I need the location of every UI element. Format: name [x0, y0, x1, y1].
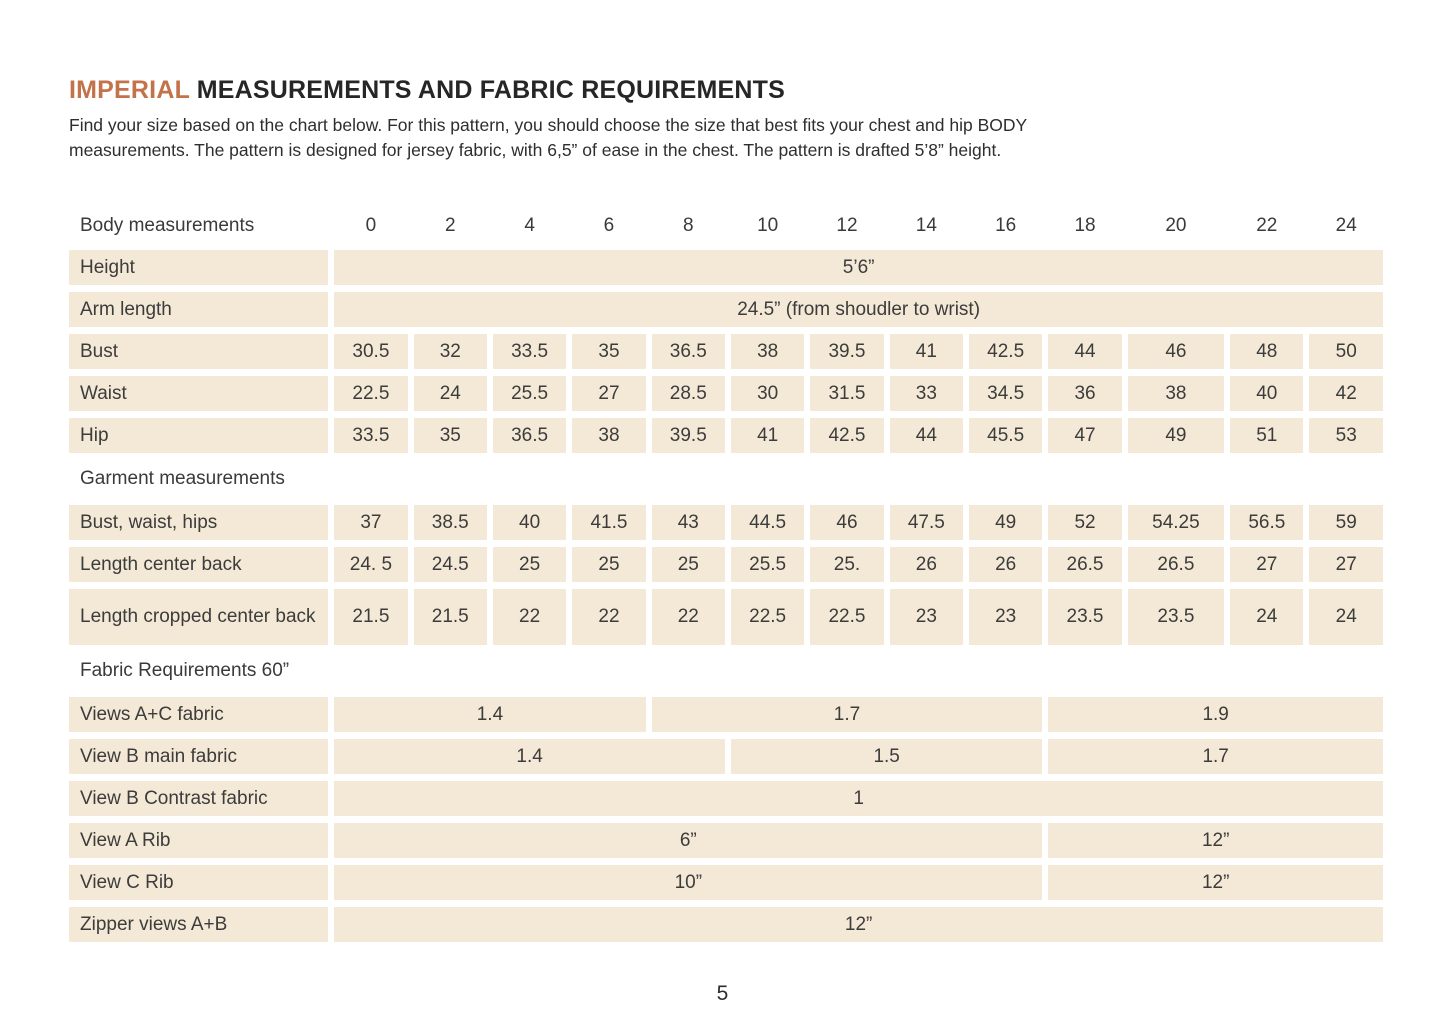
table-cell: 23 [969, 589, 1042, 645]
row-label: Height [69, 250, 328, 285]
table-cell: 39.5 [652, 418, 725, 453]
table-cell: 40 [493, 505, 566, 540]
table-cell: 1.7 [652, 697, 1043, 732]
table-cell: 36.5 [652, 334, 725, 369]
measurements-table [63, 201, 1389, 949]
table-cell: 26.5 [1128, 547, 1224, 582]
table-cell: 37 [334, 505, 407, 540]
row-label: View A Rib [69, 823, 328, 858]
table-cell: 27 [572, 376, 645, 411]
table-cell: 26.5 [1048, 547, 1121, 582]
size-column-header: 24 [1335, 214, 1357, 236]
table-cell: 30.5 [334, 334, 407, 369]
table-cell: 50 [1309, 334, 1383, 369]
row-label: Bust [69, 334, 328, 369]
table-cell: 26 [890, 547, 963, 582]
size-column-header: 8 [683, 214, 694, 236]
title-highlight: IMPERIAL [69, 76, 190, 104]
table-cell: 24 [1230, 589, 1303, 645]
table-cell: 23 [890, 589, 963, 645]
table-cell: 22.5 [334, 376, 407, 411]
table-cell: 51 [1230, 418, 1303, 453]
size-column-header: 0 [365, 214, 377, 236]
size-column-header: 22 [1256, 214, 1278, 236]
table-cell: 41.5 [572, 505, 645, 540]
table-cell: 33.5 [334, 418, 407, 453]
table-cell: 36.5 [493, 418, 566, 453]
table-cell: 23.5 [1048, 589, 1121, 645]
table-cell: 33 [890, 376, 963, 411]
table-cell: 40 [1230, 376, 1303, 411]
table-cell: 24. 5 [334, 547, 407, 582]
size-column-header: 6 [603, 214, 615, 236]
row-label: Length cropped center back [69, 589, 328, 645]
row-label: Zipper views A+B [69, 907, 328, 942]
intro-line-1: Find your size based on the chart below. For this pattern, you should choose the size that best fits your chest and hip BODY [69, 115, 1028, 135]
table-cell: 30 [731, 376, 804, 411]
table-cell: 34.5 [969, 376, 1042, 411]
table-cell: 25.5 [731, 547, 804, 582]
table-cell: 39.5 [810, 334, 883, 369]
table-cell: 12” [1048, 823, 1383, 858]
table-cell: 1.4 [334, 739, 725, 774]
table-cell: 44.5 [731, 505, 804, 540]
size-column-header: 12 [836, 214, 858, 236]
table-cell: 25.5 [493, 376, 566, 411]
table-cell: 42.5 [969, 334, 1042, 369]
size-column-header: 2 [444, 214, 456, 236]
page-number: 5 [716, 982, 729, 1005]
table-cell: 27 [1309, 547, 1383, 582]
table-cell: 1.9 [1048, 697, 1383, 732]
table-cell: 33.5 [493, 334, 566, 369]
table-cell: 38 [572, 418, 645, 453]
size-column-header: 14 [915, 214, 937, 236]
table-cell: 54.25 [1128, 505, 1224, 540]
table-cell: 49 [969, 505, 1042, 540]
table-cell: 23.5 [1128, 589, 1224, 645]
title-rest: MEASUREMENTS AND FABRIC REQUIREMENTS [196, 76, 786, 104]
table-cell: 36 [1048, 376, 1121, 411]
table-cell: 24.5 [414, 547, 487, 582]
intro-line-2: measurements. The pattern is designed for jersey fabric, with 6,5” of ease in the chest. The pattern is drafted 5’8” height. [69, 140, 1002, 160]
table-cell: 46 [810, 505, 883, 540]
table-cell: 47 [1048, 418, 1121, 453]
table-cell: 1.4 [334, 697, 645, 732]
table-cell: 45.5 [969, 418, 1042, 453]
page-title [69, 76, 1395, 105]
table-cell: 25. [810, 547, 883, 582]
table-cell: 44 [890, 418, 963, 453]
table-cell: 47.5 [890, 505, 963, 540]
table-cell: 22 [572, 589, 645, 645]
table-cell: 35 [414, 418, 487, 453]
table-cell: 5’6” [334, 250, 1383, 285]
section-label: Fabric Requirements 60” [80, 660, 290, 681]
table-cell: 27 [1230, 547, 1303, 582]
table-cell: 46 [1128, 334, 1224, 369]
table-cell: 59 [1309, 505, 1383, 540]
table-cell: 42.5 [810, 418, 883, 453]
table-cell: 32 [414, 334, 487, 369]
row-label: View B main fabric [69, 739, 328, 774]
table-cell: 48 [1230, 334, 1303, 369]
row-label: Arm length [69, 292, 328, 327]
table-cell: 25 [493, 547, 566, 582]
table-cell: 22 [493, 589, 566, 645]
column-group-label: Body measurements [80, 214, 255, 236]
table-cell: 22.5 [810, 589, 883, 645]
row-label: Hip [69, 418, 328, 453]
table-cell: 12” [334, 907, 1383, 942]
row-label: Bust, waist, hips [69, 505, 328, 540]
row-label: Waist [69, 376, 328, 411]
table-cell: 38 [731, 334, 804, 369]
size-column-header: 20 [1165, 214, 1187, 236]
table-cell: 44 [1048, 334, 1121, 369]
table-cell: 43 [652, 505, 725, 540]
table-cell: 38.5 [414, 505, 487, 540]
table-cell: 10” [334, 865, 1042, 900]
row-label: View C Rib [69, 865, 328, 900]
table-cell: 21.5 [334, 589, 407, 645]
intro-text [69, 113, 1395, 163]
table-cell: 56.5 [1230, 505, 1303, 540]
size-column-header: 4 [524, 214, 535, 236]
table-cell: 24 [414, 376, 487, 411]
table-cell: 35 [572, 334, 645, 369]
table-cell: 28.5 [652, 376, 725, 411]
row-label: View B Contrast fabric [69, 781, 328, 816]
table-cell: 49 [1128, 418, 1224, 453]
table-cell: 41 [731, 418, 804, 453]
table-cell: 38 [1128, 376, 1224, 411]
table-cell: 25 [652, 547, 725, 582]
row-label: Views A+C fabric [69, 697, 328, 732]
table-cell: 42 [1309, 376, 1383, 411]
table-cell: 53 [1309, 418, 1383, 453]
size-column-header: 10 [757, 214, 779, 236]
table-cell: 26 [969, 547, 1042, 582]
table-cell: 31.5 [810, 376, 883, 411]
table-cell: 24.5” (from shoudler to wrist) [334, 292, 1383, 327]
table-cell: 41 [890, 334, 963, 369]
row-label: Length center back [69, 547, 328, 582]
page-content [69, 76, 1395, 949]
section-label: Garment measurements [80, 468, 285, 489]
measurements-table-body [69, 208, 1383, 942]
table-cell: 12” [1048, 865, 1383, 900]
table-cell: 22 [652, 589, 725, 645]
table-cell: 6” [334, 823, 1042, 858]
table-cell: 25 [572, 547, 645, 582]
table-cell: 24 [1309, 589, 1383, 645]
table-cell: 1.5 [731, 739, 1042, 774]
size-column-header: 16 [995, 214, 1017, 236]
table-cell: 1 [334, 781, 1383, 816]
table-cell: 52 [1048, 505, 1121, 540]
table-cell: 1.7 [1048, 739, 1383, 774]
table-cell: 22.5 [731, 589, 804, 645]
table-cell: 21.5 [414, 589, 487, 645]
size-column-header: 18 [1074, 214, 1096, 236]
